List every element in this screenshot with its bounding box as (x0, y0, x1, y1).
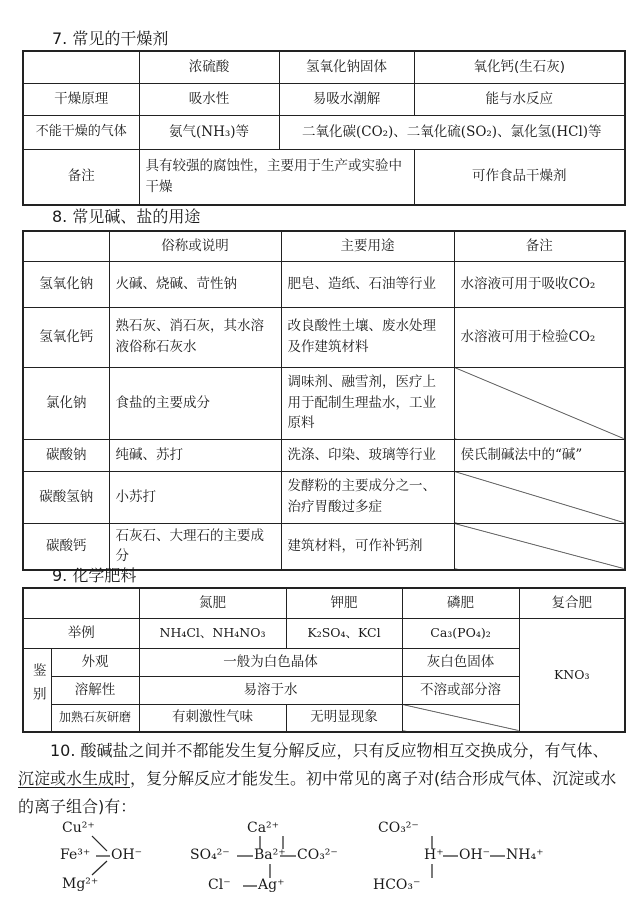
identify-label: 鉴别 (29, 662, 46, 710)
cell: 发酵粉的主要成分之一、治疗胃酸过多症 (281, 471, 454, 523)
cell: 无明显现象 (286, 704, 402, 732)
row-label-appearance: 外观 (51, 648, 139, 676)
cell: 食盐的主要成分 (109, 367, 281, 439)
ion-ca: Ca²⁺ (247, 820, 280, 836)
header-use: 主要用途 (281, 231, 454, 261)
cell: 易吸水潮解 (279, 83, 414, 115)
row-label-solubility: 溶解性 (51, 676, 139, 704)
header-cao: 氧化钙(生石灰) (414, 51, 625, 83)
ion-mg: Mg²⁺ (62, 876, 99, 892)
ion-nh4: NH₄⁺ (506, 847, 544, 863)
row-name: 碳酸氢钠 (23, 471, 109, 523)
cell: NH₄Cl、NH₄NO₃ (139, 618, 286, 648)
cell: 水溶液可用于吸收CO₂ (454, 261, 625, 307)
ion-ba: Ba²⁺ (254, 847, 286, 863)
row-name: 氯化钠 (23, 367, 109, 439)
cell: 侯氏制碱法中的“碱” (454, 439, 625, 471)
cell: 氨气(NH₃)等 (139, 115, 279, 149)
cell: 小苏打 (109, 471, 281, 523)
cell: 纯碱、苏打 (109, 439, 281, 471)
row-label-gases: 不能干燥的气体 (23, 115, 139, 149)
cell: 能与水反应 (414, 83, 625, 115)
para-underlined: 沉淀或水生成时 (18, 769, 131, 788)
cell: 火碱、烧碱、苛性钠 (109, 261, 281, 307)
ion-h: H⁺ (424, 847, 444, 863)
header-phosphorus: 磷肥 (402, 588, 519, 618)
cell: 石灰石、大理石的主要成分 (109, 523, 281, 570)
cell: 一般为白色晶体 (139, 648, 402, 676)
ion-oh: OH⁻ (111, 847, 143, 863)
para-start: 10. 酸碱盐之间并不都能发生复分解反应，只有反应物相互交换成分，有气体、 (50, 741, 609, 760)
cell: 肥皂、造纸、石油等行业 (281, 261, 454, 307)
ion-cl: Cl⁻ (208, 877, 231, 893)
ion-fe: Fe³⁺ (60, 847, 91, 863)
row-label-example: 举例 (23, 618, 139, 648)
row-label-note: 备注 (23, 149, 139, 205)
cell: 易溶于水 (139, 676, 402, 704)
ion-so4: SO₄²⁻ (190, 847, 230, 863)
cell: 可作食品干燥剂 (414, 149, 625, 205)
cell: 不溶或部分溶 (402, 676, 519, 704)
ion-cu: Cu²⁺ (62, 820, 95, 836)
header-sulfuric-acid: 浓硫酸 (139, 51, 279, 83)
header-alias: 俗称或说明 (109, 231, 281, 261)
cell: K₂SO₄、KCl (286, 618, 402, 648)
ion-co3: CO₃²⁻ (378, 820, 419, 836)
cell: 建筑材料，可作补钙剂 (281, 523, 454, 570)
row-name: 碳酸钠 (23, 439, 109, 471)
header-note: 备注 (454, 231, 625, 261)
ion-ag: Ag⁺ (258, 877, 285, 893)
cell: 具有较强的腐蚀性，主要用于生产或实验中干燥 (139, 149, 414, 205)
connector-mg-oh (92, 861, 107, 875)
cell: Ca₃(PO₄)₂ (402, 618, 519, 648)
para-end: ，复分解反应才能发生。初中常见的离子对(结合形成气体、沉淀或水的离子组合)有： (18, 769, 617, 816)
cell: 熟石灰、消石灰，其水溶液俗称石灰水 (109, 307, 281, 367)
ion-hco3: HCO₃⁻ (373, 877, 421, 893)
header-potassium: 钾肥 (286, 588, 402, 618)
header-naoh-solid: 氢氧化钠固体 (279, 51, 414, 83)
section-8-title: 8. 常见碱、盐的用途 (52, 207, 201, 226)
cell: 洗涤、印染、玻璃等行业 (281, 439, 454, 471)
header-compound: 复合肥 (519, 588, 625, 618)
cell: 灰白色固体 (402, 648, 519, 676)
ion-co3: CO₃²⁻ (297, 847, 338, 863)
section-7-title: 7. 常见的干燥剂 (52, 29, 169, 48)
section-9-title: 9. 化学肥料 (52, 566, 137, 585)
row-label-grinding: 加熟石灰研磨 (51, 704, 139, 732)
cell: 二氧化碳(CO₂)、二氧化硫(SO₂)、氯化氢(HCl)等 (279, 115, 625, 149)
cell: 调味剂、融雪剂，医疗上用于配制生理盐水，工业原料 (281, 367, 454, 439)
row-name: 氢氧化钙 (23, 307, 109, 367)
row-name: 碳酸钙 (23, 523, 109, 570)
cell: 改良酸性土壤、废水处理及作建筑材料 (281, 307, 454, 367)
cell: 有刺激性气味 (139, 704, 286, 732)
cell: KNO₃ (519, 618, 625, 732)
row-name: 氢氧化钠 (23, 261, 109, 307)
ion-oh: OH⁻ (459, 847, 491, 863)
header-nitrogen: 氮肥 (139, 588, 286, 618)
row-label-principle: 干燥原理 (23, 83, 139, 115)
cell: 水溶液可用于检验CO₂ (454, 307, 625, 367)
cell: 吸水性 (139, 83, 279, 115)
connector-cu-oh (92, 836, 107, 851)
